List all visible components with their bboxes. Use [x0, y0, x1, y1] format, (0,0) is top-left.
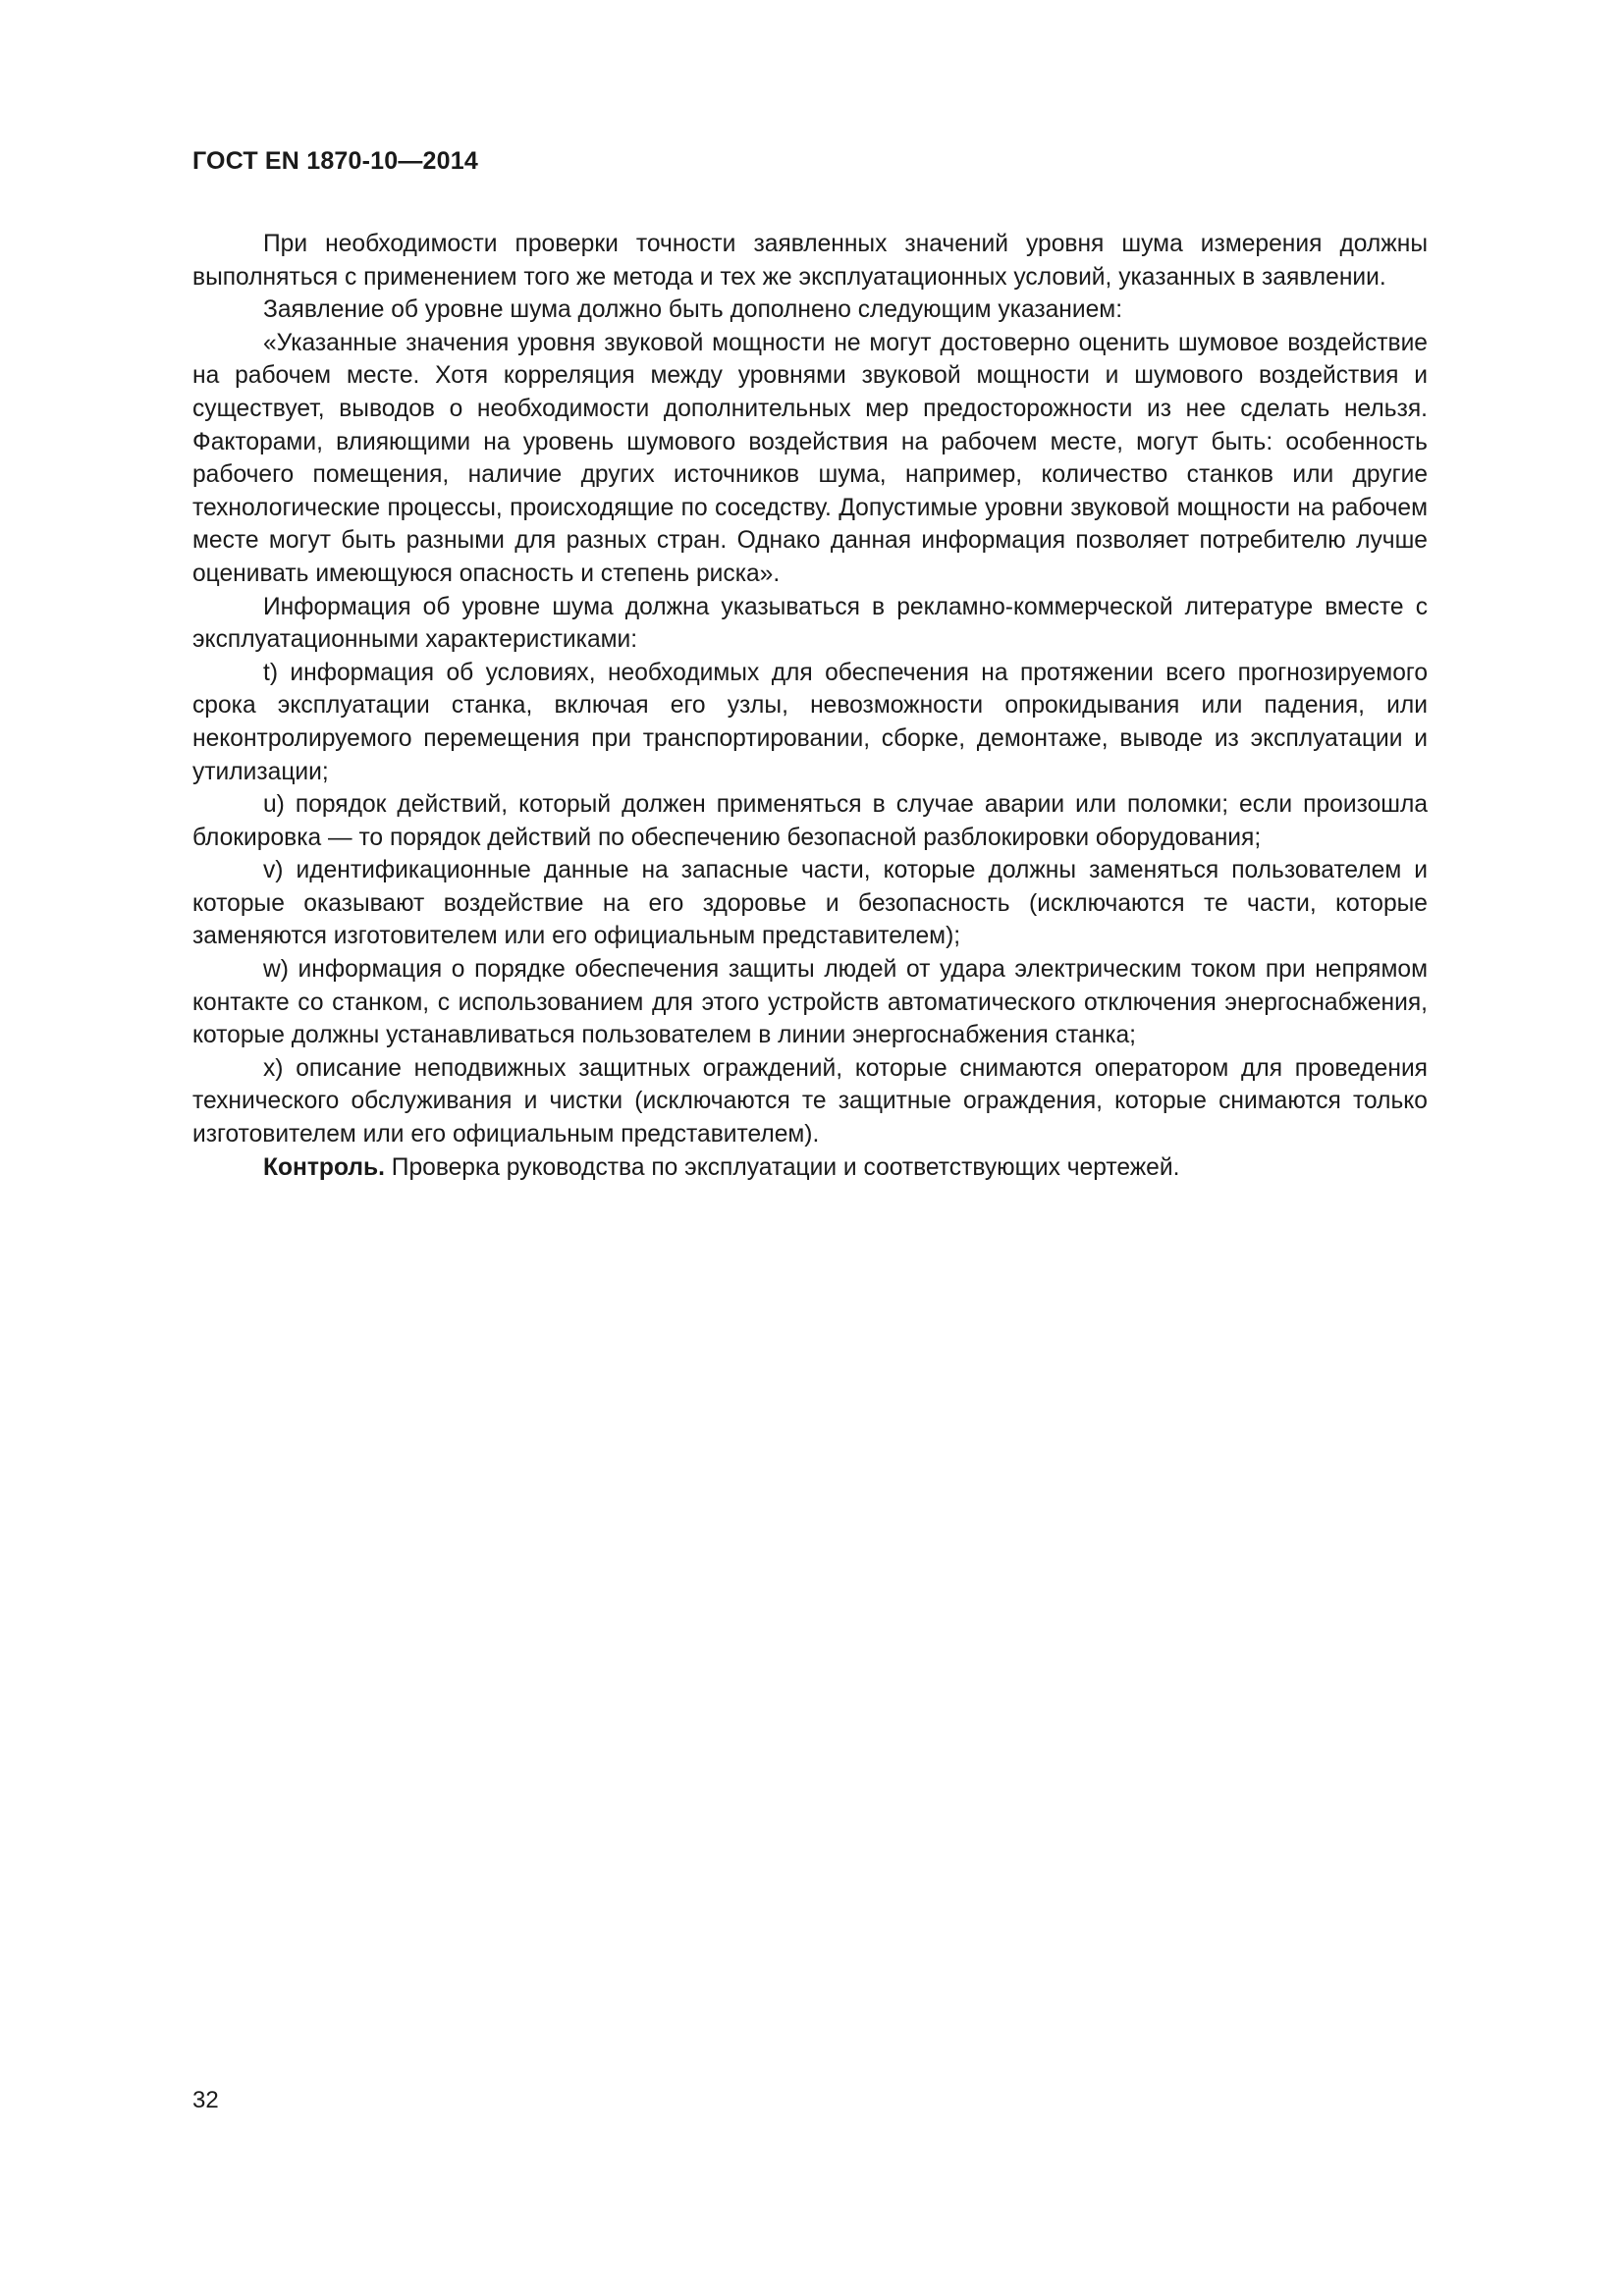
list-item-v: v) идентификационные данные на запасные части, которые должны заменяться пользователем и которые оказывают воздействие на его здоровье и безопасность (исключаются те части, которые заменяются изготовителем или его официальным представителем); — [192, 857, 1428, 950]
control-label: Контроль. — [263, 1153, 385, 1181]
list-item-x: x) описание неподвижных защитных ограждений, которые снимаются оператором для проведения технического обслуживания и чистки (исключаются те защитные ограждения, которые снимаются только изготовителем или его официальным представителем). — [192, 1054, 1428, 1148]
control-text: Проверка руководства по эксплуатации и соответствующих чертежей. — [384, 1153, 1180, 1181]
paragraph-control — [192, 1151, 1428, 1185]
document-standard-code: ГОСТ EN 1870-10—2014 — [192, 147, 478, 175]
paragraph-noise-verification: При необходимости проверки точности заявленных значений уровня шума измерения должны выполняться с применением того же метода и тех же эксплуатационных условий, указанных в заявлении. — [192, 231, 1428, 291]
list-item-u: u) порядок действий, который должен применяться в случае аварии или поломки; если произошла блокировка — то порядок действий по обеспечению безопасной разблокировки оборудования; — [192, 791, 1428, 851]
paragraph-noise-info: Информация об уровне шума должна указываться в рекламно-коммерческой литературе вместе с эксплуатационными характеристиками: — [192, 593, 1428, 654]
paragraph-noise-statement: Заявление об уровне шума должно быть дополнено следующим указанием: — [263, 296, 1123, 324]
list-item-t: t) информация об условиях, необходимых для обеспечения на протяжении всего прогнозируемого срока эксплуатации станка, включая его узлы, невозможности опрокидывания или падения, или неконтролируемого перемещения при транспортировании, сборке, демонтаже, выводе из эксплуатации и утилизации; — [192, 659, 1428, 785]
list-item-w: w) информация о порядке обеспечения защиты людей от удара электрическим током при непрямом контакте со станком, с использованием для этого устройств автоматического отключения энергоснабжения, которые должны устанавливаться пользователем в линии энергоснабжения станка; — [192, 956, 1428, 1049]
page-number: 32 — [192, 2087, 219, 2113]
paragraph-noise-quote: «Указанные значения уровня звуковой мощности не могут достоверно оценить шумовое воздействие на рабочем месте. Хотя корреляция между уровнями звуковой мощности и шумового воздействия и существует, выводов о необходимости дополнительных мер предосторожности из нее сделать нельзя. Факторами, влияющими на уровень шумового воздействия на рабочем месте, могут быть: особенность рабочего помещения, наличие других источников шума, например, количество станков или другие технологические процессы, происходящие по соседству. Допустимые уровни звуковой мощности на рабочем месте могут быть разными для разных стран. Однако данная информация позволяет потребителю лучше оценивать имеющуюся опасность и степень риска». — [192, 329, 1428, 587]
document-body — [192, 228, 1428, 1184]
